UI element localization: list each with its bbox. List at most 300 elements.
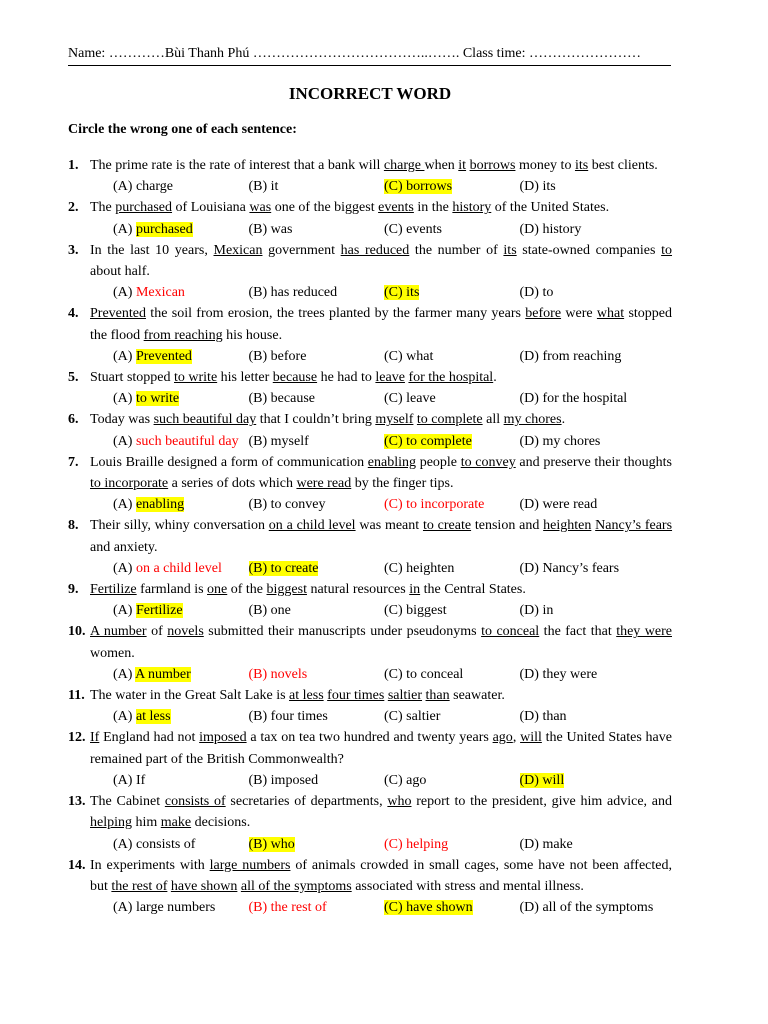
option-letter: (A) <box>113 709 136 725</box>
option-letter: (A) <box>113 433 136 449</box>
underlined-segment: will <box>520 730 542 746</box>
option-text: charge <box>135 179 173 195</box>
underlined-segment: its <box>574 158 589 173</box>
underlined-segment: to incorporate <box>90 476 169 492</box>
option-text: to <box>542 285 554 301</box>
underlined-segment: helping <box>90 815 132 831</box>
option-letter: (B) <box>248 603 271 619</box>
underlined-segment: all of the symptoms <box>240 878 352 894</box>
sentence-text: decisions. <box>191 815 251 831</box>
question-number: 12. <box>68 730 86 746</box>
sentence-text: a series of dots which <box>168 476 297 492</box>
sentence-text: of <box>146 624 168 640</box>
instruction: Circle the wrong one of each sentence: <box>68 122 297 137</box>
sentence-text: his letter <box>217 370 273 386</box>
option-letter: (C) <box>384 560 407 576</box>
underlined-segment: charge <box>383 158 425 173</box>
sentence-text: the number of <box>409 242 504 258</box>
answer-option[interactable] <box>249 558 385 579</box>
option-letter: (C) <box>384 391 407 407</box>
answer-option[interactable] <box>249 431 385 452</box>
question-item <box>68 303 672 345</box>
sentence-text: , <box>512 730 521 746</box>
underlined-segment: enabling <box>367 454 416 470</box>
sentence-text: and anxiety. <box>90 539 158 555</box>
sentence-text: women. <box>90 645 135 661</box>
sentence-text: in the <box>413 200 453 216</box>
underlined-segment: Fertilize <box>90 582 137 598</box>
sentence-text: money to <box>515 158 575 173</box>
highlighted-option-text: (C) its <box>384 285 420 301</box>
underlined-segment: history <box>452 200 492 216</box>
underlined-segment: large numbers <box>209 857 291 873</box>
sentence-text: England had not <box>99 730 200 746</box>
sentence-text: report to the president, give him advice, and <box>411 794 673 810</box>
answer-option[interactable] <box>384 282 520 303</box>
answer-option[interactable] <box>249 706 385 727</box>
underlined-segment: because <box>272 370 318 386</box>
option-letter: (A) <box>113 560 136 576</box>
sentence-text: of animals crowded in small cages, some have not been affected, but <box>90 857 672 894</box>
underlined-segment: to convey <box>460 454 516 470</box>
page-title: INCORRECT WORD <box>288 84 452 103</box>
option-letter: (B) <box>248 772 271 788</box>
question-number: 9. <box>68 582 79 598</box>
name-class-line: Name: …………Bùi Thanh Phú ………………………………..……. Class time: …………………… <box>68 45 671 66</box>
sentence-text: the Central States. <box>420 582 526 598</box>
option-letter: (D) <box>519 391 543 407</box>
underlined-segment: to <box>661 242 673 258</box>
underlined-segment: from reaching <box>143 327 223 343</box>
sentence-text: about half. <box>90 264 150 280</box>
answer-option[interactable] <box>384 346 520 367</box>
sentence-text: the fact that <box>539 624 617 640</box>
underlined-segment: on a child level <box>268 518 356 534</box>
sentence-text: him <box>132 815 161 831</box>
answer-option[interactable] <box>520 770 565 791</box>
option-text: because <box>270 391 315 407</box>
answer-option[interactable] <box>384 431 520 452</box>
answer-option[interactable] <box>249 388 385 409</box>
option-letter: (D) <box>519 836 543 852</box>
option-letter: (D) <box>519 709 543 725</box>
option-text: they were <box>542 666 598 682</box>
answer-option[interactable] <box>249 600 385 621</box>
option-text: saltier <box>406 709 441 725</box>
sentence-text: The Cabinet <box>90 794 165 810</box>
question-item <box>68 579 672 600</box>
question-number: 5. <box>68 370 79 386</box>
option-letter: (B) <box>248 221 271 237</box>
option-letter: (D) <box>519 666 543 682</box>
question-number: 11. <box>68 688 85 704</box>
answer-option[interactable] <box>520 176 556 197</box>
answer-option[interactable] <box>384 219 520 240</box>
option-letter: (C) <box>384 772 407 788</box>
option-letter: (A) <box>113 900 136 916</box>
option-text: it <box>270 179 279 195</box>
option-text: ago <box>406 772 427 788</box>
answer-option[interactable] <box>384 558 520 579</box>
question-number: 7. <box>68 454 79 470</box>
question-item <box>68 409 672 430</box>
highlighted-option-text: (C) to complete <box>384 433 472 449</box>
option-letter: (D) <box>519 497 543 513</box>
marked-option-text: Mexican <box>135 285 185 301</box>
answer-options <box>68 706 672 727</box>
marked-option-text: such beautiful day <box>135 433 239 449</box>
underlined-segment: imposed <box>199 730 247 746</box>
highlighted-option-text: to write <box>135 391 180 407</box>
sentence-text: all <box>482 412 504 428</box>
sentence-text: In the last 10 years, <box>90 242 214 258</box>
answer-options <box>68 664 672 685</box>
option-text: imposed <box>270 772 319 788</box>
underlined-segment: such beautiful day <box>153 412 257 428</box>
sentence-text: were <box>561 306 597 322</box>
highlighted-option-text: Fertilize <box>135 603 183 619</box>
sentence-text: state-owned companies <box>516 242 662 258</box>
answer-option[interactable] <box>384 600 520 621</box>
answer-option[interactable] <box>113 664 249 685</box>
marked-option-text: on a child level <box>135 560 222 576</box>
underlined-segment: leave <box>375 370 405 386</box>
underlined-segment: it <box>458 158 467 173</box>
answer-option[interactable] <box>520 431 601 452</box>
answer-options <box>68 388 672 409</box>
option-text: in <box>542 603 554 619</box>
answer-option[interactable] <box>249 834 385 855</box>
underlined-segment: they were <box>616 624 672 640</box>
sentence-text: The water in the Great Salt Lake is <box>90 688 290 704</box>
option-letter: (A) <box>113 391 136 407</box>
option-letter: (D) <box>519 900 543 916</box>
answer-option[interactable] <box>249 494 385 515</box>
option-text: its <box>542 179 556 195</box>
underlined-segment: make <box>160 815 192 831</box>
answer-option[interactable] <box>113 770 249 791</box>
question-item <box>68 791 672 833</box>
underlined-segment: before <box>525 306 562 322</box>
underlined-segment: ago <box>492 730 513 746</box>
answer-option[interactable] <box>384 494 520 515</box>
option-text: leave <box>406 391 436 407</box>
question-item <box>68 197 672 218</box>
sentence-text: stopped the flood <box>90 306 673 343</box>
highlighted-option-text: A number <box>135 666 191 682</box>
option-text: one <box>270 603 291 619</box>
underlined-segment: one <box>207 582 228 598</box>
question-number: 13. <box>68 794 86 810</box>
answer-option[interactable] <box>384 388 520 409</box>
sentence-text: In experiments with <box>90 857 210 873</box>
marked-option-text: (C) to incorporate <box>384 497 485 513</box>
underlined-segment: to conceal <box>481 624 540 640</box>
highlighted-option-text: (B) who <box>248 836 295 852</box>
question-number: 3. <box>68 242 79 258</box>
option-text: to convey <box>270 497 326 513</box>
answer-option[interactable] <box>113 600 249 621</box>
sentence-text: government <box>262 242 341 258</box>
sentence-text: natural resources <box>306 582 410 598</box>
sentence-text: the soil from erosion, the trees planted by the farmer many years <box>145 306 526 322</box>
answer-option[interactable] <box>520 600 554 621</box>
option-letter: (A) <box>113 348 136 364</box>
underlined-segment: the rest of <box>111 878 168 894</box>
answer-option[interactable] <box>113 558 249 579</box>
underlined-segment: who <box>387 794 412 810</box>
question-number: 14. <box>68 857 86 873</box>
highlighted-option-text: (D) will <box>519 772 565 788</box>
option-letter: (A) <box>113 285 136 301</box>
question-item <box>68 240 672 282</box>
sentence-text: of the <box>227 582 267 598</box>
question-item <box>68 515 672 557</box>
highlighted-option-text: at less <box>135 709 171 725</box>
answer-options <box>68 219 672 240</box>
answer-option[interactable] <box>520 346 622 367</box>
answer-options <box>68 176 672 197</box>
option-text: were read <box>542 497 598 513</box>
option-letter: (B) <box>248 285 271 301</box>
sentence-text: . <box>493 370 497 386</box>
underlined-segment: were read <box>296 476 352 492</box>
answer-option[interactable] <box>520 706 567 727</box>
answer-option[interactable] <box>113 834 249 855</box>
answer-option[interactable] <box>113 176 249 197</box>
question-number: 10. <box>68 624 86 640</box>
answer-option[interactable] <box>113 897 249 918</box>
sentence-text: the United States have remained part of the British Commonwealth? <box>90 730 672 767</box>
answer-options <box>68 897 672 918</box>
answer-option[interactable] <box>384 706 520 727</box>
underlined-segment: to write <box>174 370 218 386</box>
underlined-segment: events <box>378 200 414 216</box>
option-text: biggest <box>406 603 447 619</box>
option-letter: (A) <box>113 497 136 513</box>
question-number: 4. <box>68 306 79 322</box>
option-text: consists of <box>135 836 196 852</box>
option-letter: (D) <box>519 221 543 237</box>
option-text: has reduced <box>270 285 338 301</box>
option-text: Nancy’s fears <box>542 560 620 576</box>
question-item <box>68 367 672 388</box>
underlined-segment: my chores <box>503 412 562 428</box>
answer-option[interactable] <box>113 346 249 367</box>
sentence-text: Today was <box>90 412 154 428</box>
sentence-text: secretaries of departments, <box>225 794 388 810</box>
answer-options <box>68 431 672 452</box>
question-number: 8. <box>68 518 79 534</box>
underlined-segment: Prevented <box>90 306 146 322</box>
option-letter: (C) <box>384 221 407 237</box>
sentence-text: . <box>561 412 566 428</box>
option-text: from reaching <box>542 348 622 364</box>
option-letter: (D) <box>519 560 543 576</box>
marked-option-text: (B) novels <box>248 666 308 682</box>
marked-option-text: (B) the rest of <box>248 900 327 916</box>
sentence-text: and preserve their thoughts <box>515 454 672 470</box>
underlined-segment: biggest <box>266 582 307 598</box>
answer-option[interactable] <box>384 897 520 918</box>
answer-option[interactable] <box>520 282 554 303</box>
answer-option[interactable] <box>384 770 520 791</box>
answer-option[interactable] <box>249 664 385 685</box>
question-item <box>68 621 672 663</box>
sentence-text: his house. <box>222 327 283 343</box>
question-item <box>68 855 672 897</box>
option-text: If <box>135 772 146 788</box>
answer-options <box>68 600 672 621</box>
answer-option[interactable] <box>520 664 598 685</box>
underlined-segment: what <box>596 306 625 322</box>
answer-option[interactable] <box>520 897 654 918</box>
sentence-text: submitted their manuscripts under pseudonyms <box>203 624 482 640</box>
sentence-text: Louis Braille designed a form of communication <box>90 454 368 470</box>
option-text: history <box>542 221 582 237</box>
option-letter: (A) <box>113 836 136 852</box>
option-letter: (B) <box>248 497 271 513</box>
underlined-segment: has reduced <box>340 242 410 258</box>
sentence-text: Their silly, whiny conversation <box>90 518 269 534</box>
answer-options <box>68 494 672 515</box>
sentence-text: a tax on tea two hundred and twenty years <box>246 730 493 746</box>
option-letter: (A) <box>113 772 136 788</box>
question-item <box>68 452 672 494</box>
option-text: four times <box>270 709 328 725</box>
sentence-text: was meant <box>355 518 423 534</box>
underlined-segment: for the hospital <box>408 370 494 386</box>
option-letter: (B) <box>248 391 271 407</box>
answer-option[interactable] <box>520 219 582 240</box>
underlined-segment: saltier <box>387 688 423 704</box>
sentence-text: by the finger tips. <box>351 476 454 492</box>
sentence-text: Stuart stopped <box>90 370 174 386</box>
option-text: events <box>406 221 442 237</box>
option-letter: (C) <box>384 709 407 725</box>
sentence-text: he had to <box>317 370 376 386</box>
answer-option[interactable] <box>113 219 249 240</box>
sentence-text: that I couldn’t bring <box>256 412 376 428</box>
answer-option[interactable] <box>384 664 520 685</box>
answer-option[interactable] <box>249 219 385 240</box>
underlined-segment: than <box>425 688 450 704</box>
answer-option[interactable] <box>113 282 249 303</box>
underlined-segment: A number <box>90 624 147 640</box>
underlined-segment: Mexican <box>213 242 263 258</box>
option-letter: (B) <box>248 348 271 364</box>
sentence-text: best clients. <box>588 158 658 173</box>
option-letter: (D) <box>519 603 543 619</box>
option-letter: (D) <box>519 433 543 449</box>
underlined-segment: at less <box>289 688 324 704</box>
answer-option[interactable] <box>113 494 249 515</box>
answer-options <box>68 346 672 367</box>
highlighted-option-text: enabling <box>135 497 185 513</box>
underlined-segment: was <box>249 200 272 216</box>
answer-option[interactable] <box>520 388 628 409</box>
option-letter: (D) <box>519 285 543 301</box>
underlined-segment: myself <box>375 412 414 428</box>
option-letter: (B) <box>248 709 271 725</box>
option-letter: (D) <box>519 348 543 364</box>
underlined-segment: purchased <box>115 200 173 216</box>
option-text: than <box>542 709 567 725</box>
sentence-text: of the United States. <box>491 200 610 216</box>
option-letter: (C) <box>384 666 407 682</box>
sentence-text: of Louisiana <box>172 200 250 216</box>
option-text: heighten <box>406 560 455 576</box>
answer-option[interactable] <box>520 494 598 515</box>
option-text: all of the symptoms <box>542 900 654 916</box>
answer-options <box>68 282 672 303</box>
underlined-segment: If <box>90 730 100 746</box>
underlined-segment: borrows <box>469 158 516 173</box>
underlined-segment: in <box>409 582 421 598</box>
option-text: before <box>270 348 307 364</box>
question-item <box>68 727 672 769</box>
sentence-text: one of the biggest <box>271 200 379 216</box>
option-letter: (A) <box>113 666 136 682</box>
underlined-segment: novels <box>167 624 204 640</box>
sentence-text: seawater. <box>449 688 505 704</box>
option-text: what <box>406 348 434 364</box>
marked-option-text: (C) helping <box>384 836 449 852</box>
option-text: make <box>542 836 573 852</box>
answer-option[interactable] <box>520 834 573 855</box>
answer-option[interactable] <box>249 346 385 367</box>
answer-option[interactable] <box>113 431 249 452</box>
underlined-segment: heighten <box>543 518 592 534</box>
sentence-text: when <box>424 158 459 173</box>
highlighted-option-text: Prevented <box>135 348 192 364</box>
underlined-segment: consists of <box>164 794 226 810</box>
option-letter: (B) <box>248 179 271 195</box>
answer-option[interactable] <box>384 834 520 855</box>
underlined-segment: to create <box>422 518 472 534</box>
answer-option[interactable] <box>384 176 520 197</box>
option-letter: (C) <box>384 348 407 364</box>
answer-option[interactable] <box>113 388 249 409</box>
answer-option[interactable] <box>520 558 620 579</box>
question-number: 1. <box>68 158 79 173</box>
answer-options <box>68 770 672 791</box>
answer-option[interactable] <box>249 770 385 791</box>
answer-option[interactable] <box>249 176 385 197</box>
question-number: 2. <box>68 200 79 216</box>
question-item <box>68 155 672 176</box>
option-text: was <box>270 221 293 237</box>
sentence-text: people <box>416 454 461 470</box>
option-letter: (C) <box>384 603 407 619</box>
highlighted-option-text: (C) have shown <box>384 900 473 916</box>
underlined-segment: to complete <box>416 412 483 428</box>
sentence-text: The prime rate is the rate of interest that a bank will <box>90 158 384 173</box>
answer-option[interactable] <box>249 897 385 918</box>
question-number: 6. <box>68 412 79 428</box>
option-text: for the hospital <box>542 391 628 407</box>
underlined-segment: Nancy’s fears <box>595 518 673 534</box>
question-item <box>68 685 672 706</box>
answer-options <box>68 558 672 579</box>
answer-options <box>68 834 672 855</box>
answer-option[interactable] <box>249 282 385 303</box>
option-text: large numbers <box>135 900 216 916</box>
highlighted-option-text: (B) to create <box>248 560 319 576</box>
sentence-text: associated with stress and mental illness. <box>351 878 584 894</box>
question-list <box>68 155 672 918</box>
answer-option[interactable] <box>113 706 249 727</box>
